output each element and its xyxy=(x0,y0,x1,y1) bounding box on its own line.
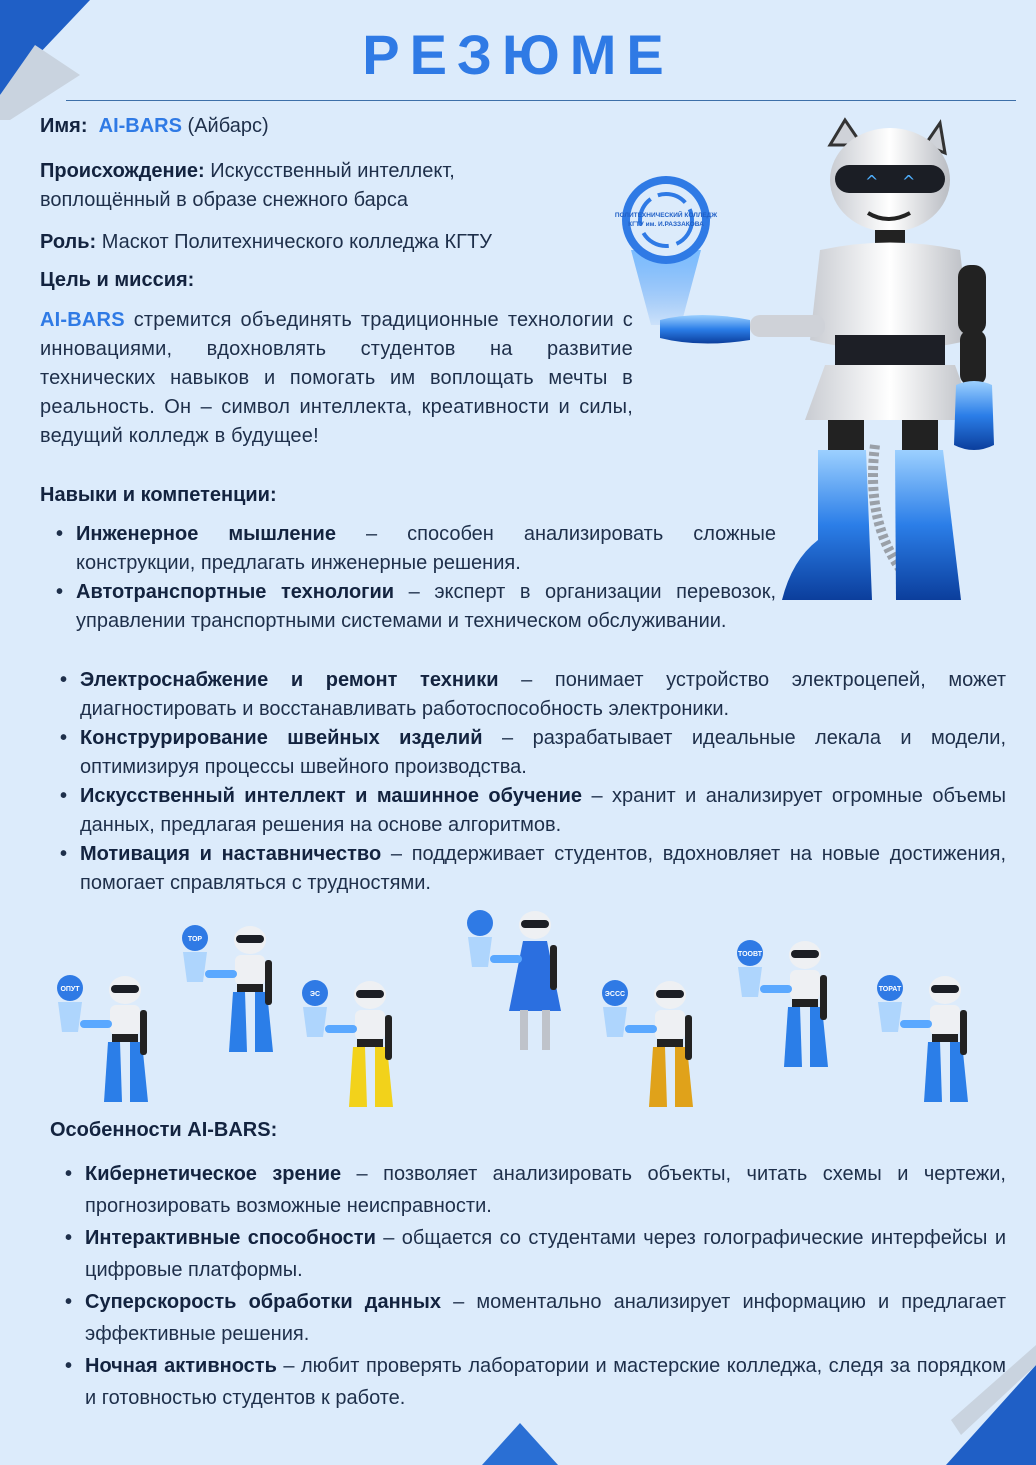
skill-text: – эксперт в организации перевозок, управлении транспортными системами и техническом обслуживании. xyxy=(76,581,776,632)
robot-variant xyxy=(602,980,693,1107)
skills-label: Навыки и компетенции: xyxy=(40,484,277,506)
skills-list-bottom xyxy=(60,666,1007,898)
feature-text: – любит проверять лаборатории и мастерские колледжа, следя за порядком и готовностью студентов к работе. xyxy=(85,1355,1006,1409)
feature-item: • Суперскорость обработки данных – моментально анализирует информацию и предлагает эффективные решения. xyxy=(65,1291,1006,1345)
mission-label: Цель и миссия: xyxy=(40,269,195,291)
svg-text:^: ^ xyxy=(865,172,879,191)
svg-text:^: ^ xyxy=(902,172,916,191)
skill-item: • Автотранспортные технологии – эксперт в организации перевозок, управлении транспортными системами и техническом обслуживании. xyxy=(56,581,776,632)
skill-text: – разрабатывает идеальные лекала и модели, оптимизируя процессы швейного производства. xyxy=(80,727,1007,778)
robot-badge-icon xyxy=(467,910,493,936)
skill-title: Искусственный интеллект и машинное обучение xyxy=(80,785,583,807)
robot-badge-label: ТООВТ xyxy=(737,951,763,958)
robot-badge-label: ТОРАТ xyxy=(878,986,902,993)
feature-title: Ночная активность xyxy=(85,1355,277,1377)
skill-text: – хранит и анализирует огромные объемы данных, предлагая решения на основе алгоритмов. xyxy=(80,785,1006,836)
title-divider xyxy=(66,100,1016,101)
name-extra: (Айбарс) xyxy=(187,115,269,137)
skill-title: Автотранспортные технологии xyxy=(76,581,395,603)
skill-title: Электроснабжение и ремонт техники xyxy=(80,669,499,691)
role-label: Роль: xyxy=(40,231,97,253)
robot-variant xyxy=(737,940,828,1067)
skill-title: Мотивация и наставничество xyxy=(80,843,382,865)
feature-item: • Интерактивные способности – общается со студентами через голографические интерфейсы и цифровые платформы. xyxy=(65,1227,1006,1281)
mission-text xyxy=(40,306,633,451)
page-title: РЕЗЮМЕ xyxy=(362,23,674,86)
robot-variant xyxy=(467,910,561,1050)
feature-title: Интерактивные способности xyxy=(85,1227,376,1249)
robot-variant xyxy=(182,925,273,1052)
name-line xyxy=(40,112,269,141)
feature-text: – общается со студентами через голографические интерфейсы и цифровые платформы. xyxy=(85,1227,1006,1281)
logo-line1: ПОЛИТЕХНИЧЕСКИЙ КОЛЛЕДЖ xyxy=(614,212,718,219)
robot-variant xyxy=(57,975,148,1102)
origin-line2: воплощённый в образе снежного барса xyxy=(40,189,408,211)
robot-badge-label: ОПУТ xyxy=(60,986,80,993)
robot-variant xyxy=(302,980,393,1107)
bottom-triangle-decoration xyxy=(482,1423,558,1465)
feature-title: Суперскорость обработки данных xyxy=(85,1291,441,1313)
feature-text: – позволяет анализировать объекты, читать схемы и чертежи, прогнозировать возможные неисправности. xyxy=(85,1163,1006,1217)
robot-variants-row xyxy=(40,905,1020,1140)
main-robot-mascot xyxy=(640,115,1030,635)
role-value: Маскот Политехнического колледжа КГТУ xyxy=(101,231,492,253)
robot-badge-label: ЭССС xyxy=(604,991,626,998)
feature-text: – моментально анализирует информацию и предлагает эффективные решения. xyxy=(85,1291,1006,1345)
robot-variant xyxy=(877,975,968,1102)
name-label: Имя: xyxy=(40,115,88,137)
feature-title: Кибернетическое зрение xyxy=(85,1163,342,1185)
skill-item: • Искусственный интеллект и машинное обучение – хранит и анализирует огромные объемы данных, предлагая решения на основе алгоритмов. xyxy=(60,785,1006,836)
skill-text: – поддерживает студентов, вдохновляет на новые достижения, помогает справляться с трудностями. xyxy=(80,843,1007,894)
skill-title: Конструрирование швейных изделий xyxy=(80,727,483,749)
feature-item: • Ночная активность – любит проверять лаборатории и мастерские колледжа, следя за порядком и готовностью студентов к работе. xyxy=(65,1355,1006,1409)
mission-lead: AI-BARS xyxy=(40,309,125,331)
skill-text: – понимает устройство электроцепей, может диагностировать и восстанавливать работоспособность электроники. xyxy=(80,669,1007,720)
origin-block xyxy=(40,157,600,215)
role-line xyxy=(40,228,492,257)
robot-badge-label: ЭС xyxy=(309,991,321,998)
origin-line1: Искусственный интеллект, xyxy=(210,160,455,182)
features-list xyxy=(65,1158,1006,1414)
name-value: AI-BARS xyxy=(98,115,182,137)
feature-item: • Кибернетическое зрение – позволяет анализировать объекты, читать схемы и чертежи, прогнозировать возможные неисправности. xyxy=(65,1163,1006,1217)
logo-line2: КГТУ им. И.РАЗЗАКОВА xyxy=(628,221,704,228)
mission-body: стремится объединять традиционные технологии с инновациями, вдохновлять студентов на развитие технических навыков и помогать им воплощать мечты в реальность. Он – символ интеллекта, креативности и силы, ведущий колледж в будущее! xyxy=(40,309,633,447)
skill-item: • Конструрирование швейных изделий – разрабатывает идеальные лекала и модели, оптимизируя процессы швейного производства. xyxy=(60,727,1007,778)
skill-item: • Мотивация и наставничество – поддерживает студентов, вдохновляет на новые достижения, помогает справляться с трудностями. xyxy=(60,843,1007,894)
skill-title: Инженерное мышление xyxy=(76,523,336,545)
skill-item: • Электроснабжение и ремонт техники – понимает устройство электроцепей, может диагностировать и восстанавливать работоспособность электроники. xyxy=(60,669,1007,720)
robot-badge-label: ТОР xyxy=(187,936,203,943)
origin-label: Происхождение: xyxy=(40,160,205,182)
features-label: Особенности AI-BARS: xyxy=(50,1119,278,1141)
skill-item: • Инженерное мышление – способен анализировать сложные конструкции, предлагать инженерные решения. xyxy=(56,523,776,574)
skill-text: – способен анализировать сложные конструкции, предлагать инженерные решения. xyxy=(76,523,776,574)
